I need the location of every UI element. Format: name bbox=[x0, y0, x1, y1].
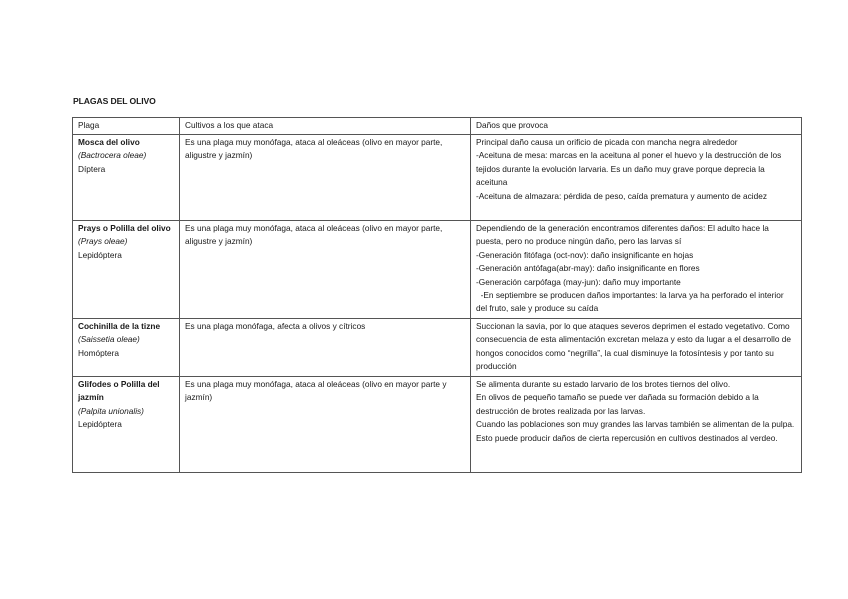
pest-scientific-name: (Bactrocera oleae) bbox=[78, 150, 147, 161]
damage-line: Cuando las poblaciones son muy grandes las larvas también se alimentan de la pulpa. Esto puede producir daños de cierta repercusión en cultivos destinados al verdeo. bbox=[476, 419, 795, 443]
pest-order: Lepidóptera bbox=[78, 249, 122, 260]
pest-cell bbox=[73, 377, 180, 473]
table-row bbox=[73, 135, 802, 221]
document-title: PLAGAS DEL OLIVO bbox=[73, 96, 156, 106]
table-header-row bbox=[73, 118, 802, 135]
pest-order: Díptera bbox=[78, 163, 106, 174]
header-pest: Plaga bbox=[73, 118, 180, 135]
damage-line: -En septiembre se producen daños importantes: la larva ya ha perforado el interior del fruto, sale y produce su caída bbox=[476, 290, 786, 314]
crops-cell: Es una plaga monófaga, afecta a olivos y cítricos bbox=[180, 319, 471, 377]
pest-scientific-name: (Palpita unionalis) bbox=[78, 405, 144, 416]
damage-cell bbox=[471, 377, 802, 473]
damage-line: Se alimenta durante su estado larvario de los brotes tiernos del olivo. bbox=[476, 379, 731, 389]
damage-line: Succionan la savia, por lo que ataques severos deprimen el estado vegetativo. Como consecuencia de esta alimentación excretan melaza y esto da lugar a el desarrollo de hongos conocidos como “negrilla”, la cual disminuye la fotosíntesis y por tanto su producción bbox=[476, 321, 792, 372]
crops-cell: Es una plaga muy monófaga, ataca al oleáceas (olivo en mayor parte, aligustre y jazmín) bbox=[180, 221, 471, 319]
damage-line: Dependiendo de la generación encontramos diferentes daños: El adulto hace la puesta, pero no produce ningún daño, pero las larvas sí bbox=[476, 223, 769, 247]
pest-order: Lepidóptera bbox=[78, 419, 122, 430]
crops-cell: Es una plaga muy monófaga, ataca al oleáceas (olivo en mayor parte y jazmín) bbox=[180, 377, 471, 473]
damage-line: -Generación carpófaga (may-jun): daño muy importante bbox=[476, 276, 681, 287]
crops-cell: Es una plaga muy monófaga, ataca al oleáceas (olivo en mayor parte, aligustre y jazmín) bbox=[180, 135, 471, 221]
pest-order: Homóptera bbox=[78, 347, 120, 358]
pest-name: Mosca del olivo bbox=[78, 137, 140, 147]
damage-cell bbox=[471, 221, 802, 319]
pest-cell bbox=[73, 221, 180, 319]
pest-table bbox=[72, 117, 802, 473]
pest-cell bbox=[73, 135, 180, 221]
pest-name: Glifodes o Polilla del jazmín bbox=[78, 379, 160, 403]
pest-name: Cochinilla de la tizne bbox=[78, 321, 161, 331]
pest-scientific-name: (Saissetia oleae) bbox=[78, 334, 140, 345]
header-crops: Cultivos a los que ataca bbox=[180, 118, 471, 135]
table-row bbox=[73, 319, 802, 377]
damage-line: En olivos de pequeño tamaño se puede ver dañada su formación debido a la destrucción de brotes realizada por las larvas. bbox=[476, 392, 759, 416]
damage-line: Principal daño causa un orificio de picada con mancha negra alrededor bbox=[476, 137, 738, 147]
table-row bbox=[73, 221, 802, 319]
damage-cell bbox=[471, 319, 802, 377]
table-row bbox=[73, 377, 802, 473]
damage-cell bbox=[471, 135, 802, 221]
pest-cell bbox=[73, 319, 180, 377]
damage-line: -Aceituna de almazara: pérdida de peso, caída prematura y aumento de acidez bbox=[476, 190, 768, 201]
damage-line: -Aceituna de mesa: marcas en la aceituna al poner el huevo y la destrucción de los tejidos durante la evolución larvaria. Es un daño muy grave porque deprecia la aceituna bbox=[476, 150, 782, 188]
pest-scientific-name: (Prays oleae) bbox=[78, 236, 128, 247]
header-damage: Daños que provoca bbox=[471, 118, 802, 135]
damage-line: -Generación antófaga(abr-may): daño insignificante en flores bbox=[476, 263, 700, 274]
damage-line: -Generación fitófaga (oct-nov): daño insignificante en hojas bbox=[476, 249, 694, 260]
pest-name: Prays o Polilla del olivo bbox=[78, 223, 171, 233]
